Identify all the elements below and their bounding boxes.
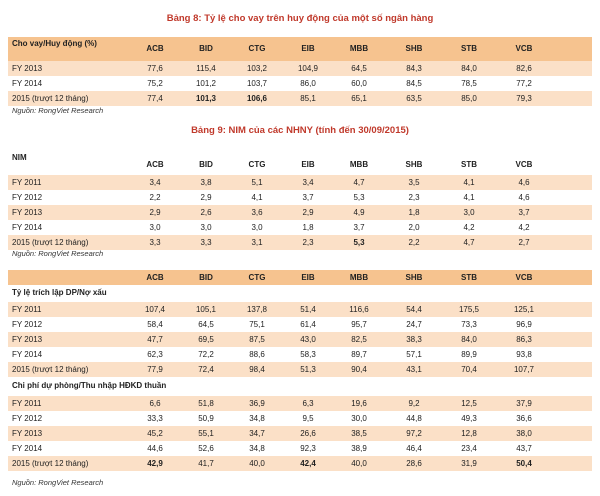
table-cell: 82,5	[351, 335, 367, 344]
table-cell: 4,2	[518, 223, 530, 232]
table-cell: 51,3	[300, 365, 316, 374]
row-label: FY 2014	[12, 444, 43, 453]
header-label: NIM	[12, 153, 27, 162]
table-cell: 57,1	[406, 350, 422, 359]
table-cell: 33,3	[147, 414, 163, 423]
table-cell: 101,3	[195, 94, 217, 103]
table-cell: 89,7	[351, 350, 367, 359]
column-header-shb: SHB	[405, 273, 423, 282]
table-cell: 3,4	[149, 178, 161, 187]
column-header-mbb: MBB	[349, 44, 369, 53]
table-cell: 107,7	[513, 365, 535, 374]
table9-source: Nguồn: RongViet Research	[12, 249, 104, 258]
table-cell: 2,6	[200, 208, 212, 217]
table-cell: 75,2	[147, 79, 163, 88]
table-cell: 84,0	[461, 335, 477, 344]
column-header-shb: SHB	[405, 160, 423, 169]
column-header-mbb: MBB	[349, 160, 369, 169]
row-label: 2015 (trượt 12 tháng)	[12, 94, 89, 103]
row-label: FY 2014	[12, 79, 43, 88]
table-cell: 4,9	[353, 208, 365, 217]
table-cell: 44,8	[406, 414, 422, 423]
column-header-ctg: CTG	[248, 44, 266, 53]
table-cell: 31,9	[461, 459, 477, 468]
table-cell: 52,6	[198, 444, 214, 453]
table-row	[8, 175, 592, 190]
table-cell: 137,8	[246, 305, 268, 314]
table-cell: 43,7	[516, 444, 532, 453]
table-cell: 50,9	[198, 414, 214, 423]
table-cell: 3,3	[200, 238, 212, 247]
table-cell: 58,4	[147, 320, 163, 329]
table-row	[8, 61, 592, 76]
table-cell: 3,1	[251, 238, 263, 247]
table-row	[8, 220, 592, 235]
table-row	[8, 347, 592, 362]
table-row	[8, 205, 592, 220]
table-cell: 2,3	[408, 193, 420, 202]
table-cell: 36,6	[516, 414, 532, 423]
column-header-bid: BID	[199, 160, 213, 169]
table-cell: 43,0	[300, 335, 316, 344]
table-cell: 51,4	[300, 305, 316, 314]
table-cell: 85,1	[300, 94, 316, 103]
table-cell: 175,5	[458, 305, 480, 314]
table-row	[8, 362, 592, 377]
table-row	[8, 332, 592, 347]
column-header-bid: BID	[199, 44, 213, 53]
table-cell: 5,1	[251, 178, 263, 187]
table-cell: 40,0	[249, 459, 265, 468]
table-cell: 3,0	[251, 223, 263, 232]
table-cell: 2,2	[149, 193, 161, 202]
table-cell: 42,9	[147, 459, 163, 468]
table-cell: 41,7	[198, 459, 214, 468]
table-cell: 3,4	[302, 178, 314, 187]
table-cell: 37,9	[516, 399, 532, 408]
section-label-provision-cost: Chi phí dự phòng/Thu nhập HĐKD thuần	[12, 381, 167, 390]
table-cell: 55,1	[198, 429, 214, 438]
column-header-eib: EIB	[301, 273, 315, 282]
table-cell: 2,9	[149, 208, 161, 217]
table-header-row	[8, 148, 592, 172]
table-cell: 40,0	[351, 459, 367, 468]
column-header-acb: ACB	[146, 273, 164, 282]
table-cell: 73,3	[461, 320, 477, 329]
table-cell: 43,1	[406, 365, 422, 374]
table-cell: 84,0	[461, 64, 477, 73]
table-cell: 38,5	[351, 429, 367, 438]
table-cell: 65,1	[351, 94, 367, 103]
table8-source: Nguồn: RongViet Research	[12, 106, 104, 115]
table-cell: 3,3	[149, 238, 161, 247]
column-header-acb: ACB	[146, 44, 164, 53]
table-cell: 2,7	[518, 238, 530, 247]
table-cell: 4,7	[353, 178, 365, 187]
table-cell: 6,6	[149, 399, 161, 408]
table-cell: 70,4	[461, 365, 477, 374]
table-cell: 107,4	[144, 305, 166, 314]
table-cell: 77,6	[147, 64, 163, 73]
table-cell: 92,3	[300, 444, 316, 453]
table-cell: 86,3	[516, 335, 532, 344]
row-label: FY 2013	[12, 335, 43, 344]
row-label: FY 2011	[12, 178, 42, 187]
table-cell: 58,3	[300, 350, 316, 359]
table-cell: 2,3	[302, 238, 314, 247]
table-cell: 86,0	[300, 79, 316, 88]
table-cell: 47,7	[147, 335, 163, 344]
table-row	[8, 456, 592, 471]
row-label: 2015 (trượt 12 tháng)	[12, 365, 89, 374]
table-row	[8, 411, 592, 426]
table-row	[8, 190, 592, 205]
table-cell: 44,6	[147, 444, 163, 453]
table-cell: 4,6	[518, 193, 530, 202]
column-header-eib: EIB	[301, 160, 315, 169]
table-cell: 4,1	[463, 178, 475, 187]
table-header-row	[8, 37, 592, 61]
table-cell: 4,1	[463, 193, 475, 202]
row-label: FY 2011	[12, 305, 42, 314]
table-row	[8, 426, 592, 441]
table-cell: 34,7	[249, 429, 265, 438]
table-cell: 3,0	[200, 223, 212, 232]
column-header-eib: EIB	[301, 44, 315, 53]
table-cell: 90,4	[351, 365, 367, 374]
table-cell: 89,9	[461, 350, 477, 359]
table-cell: 84,5	[406, 79, 422, 88]
table-cell: 79,3	[516, 94, 532, 103]
table-cell: 2,0	[408, 223, 420, 232]
table-cell: 64,5	[351, 64, 367, 73]
table-cell: 36,9	[249, 399, 265, 408]
table-cell: 49,3	[461, 414, 477, 423]
table8-title: Bảng 8: Tỷ lệ cho vay trên huy động của một số ngân hàng	[166, 13, 434, 24]
table-cell: 93,8	[516, 350, 532, 359]
table-cell: 38,0	[516, 429, 532, 438]
table-row	[8, 302, 592, 317]
row-label: FY 2014	[12, 350, 43, 359]
section-label-provision-ratio: Tỷ lệ trích lập DP/Nợ xấu	[12, 288, 107, 297]
column-header-bid: BID	[199, 273, 213, 282]
table-cell: 98,4	[249, 365, 265, 374]
table-cell: 38,9	[351, 444, 367, 453]
table-cell: 42,4	[300, 459, 316, 468]
table-cell: 85,0	[461, 94, 477, 103]
table-cell: 77,2	[516, 79, 532, 88]
table-cell: 101,2	[195, 79, 217, 88]
table-cell: 84,3	[406, 64, 422, 73]
table-cell: 5,3	[353, 193, 365, 202]
table-cell: 38,3	[406, 335, 422, 344]
table-cell: 62,3	[147, 350, 163, 359]
table10-source: Nguồn: RongViet Research	[12, 478, 104, 487]
table-row	[8, 76, 592, 91]
table-cell: 106,6	[246, 94, 268, 103]
table-cell: 4,7	[463, 238, 475, 247]
table-cell: 77,9	[147, 365, 163, 374]
column-header-mbb: MBB	[349, 273, 369, 282]
table-cell: 3,5	[408, 178, 420, 187]
table-row	[8, 441, 592, 456]
table-cell: 26,6	[300, 429, 316, 438]
table-cell: 3,7	[302, 193, 314, 202]
table-cell: 3,6	[251, 208, 263, 217]
column-header-vcb: VCB	[515, 273, 533, 282]
row-label: FY 2014	[12, 223, 43, 232]
table-cell: 24,7	[406, 320, 422, 329]
table-cell: 64,5	[198, 320, 214, 329]
column-header-shb: SHB	[405, 44, 423, 53]
table-row	[8, 396, 592, 411]
table-cell: 45,2	[147, 429, 163, 438]
table-cell: 23,4	[461, 444, 477, 453]
table-cell: 72,2	[198, 350, 214, 359]
table-cell: 1,8	[302, 223, 314, 232]
column-header-stb: STB	[461, 273, 477, 282]
table-cell: 3,7	[353, 223, 365, 232]
table-cell: 3,0	[149, 223, 161, 232]
header-label: Cho vay/Huy động (%)	[12, 39, 97, 48]
row-label: FY 2011	[12, 399, 42, 408]
table-cell: 77,4	[147, 94, 163, 103]
table-cell: 50,4	[516, 459, 532, 468]
table-cell: 4,6	[518, 178, 530, 187]
table-cell: 105,1	[195, 305, 217, 314]
table-cell: 61,4	[300, 320, 316, 329]
column-header-ctg: CTG	[248, 160, 266, 169]
table-cell: 5,3	[353, 238, 365, 247]
column-header-stb: STB	[461, 160, 477, 169]
table-cell: 63,5	[406, 94, 422, 103]
table-cell: 103,2	[246, 64, 268, 73]
table-cell: 3,8	[200, 178, 212, 187]
column-header-acb: ACB	[146, 160, 164, 169]
table-cell: 87,5	[249, 335, 265, 344]
column-header-ctg: CTG	[248, 273, 266, 282]
table-cell: 125,1	[513, 305, 535, 314]
table-cell: 34,8	[249, 444, 265, 453]
table-cell: 72,4	[198, 365, 214, 374]
table-cell: 34,8	[249, 414, 265, 423]
row-label: FY 2013	[12, 429, 43, 438]
table-cell: 97,2	[406, 429, 422, 438]
table-cell: 2,2	[408, 238, 420, 247]
table-cell: 69,5	[198, 335, 214, 344]
row-label: FY 2013	[12, 208, 43, 217]
table-cell: 88,6	[249, 350, 265, 359]
table-cell: 51,8	[198, 399, 214, 408]
table-cell: 6,3	[302, 399, 314, 408]
row-label: FY 2012	[12, 320, 43, 329]
table-cell: 116,6	[349, 305, 369, 314]
table-cell: 12,8	[461, 429, 477, 438]
table-cell: 4,2	[463, 223, 475, 232]
table-cell: 30,0	[351, 414, 367, 423]
table-cell: 96,9	[516, 320, 532, 329]
table-cell: 2,9	[200, 193, 212, 202]
column-header-vcb: VCB	[515, 44, 533, 53]
table-cell: 28,6	[406, 459, 422, 468]
row-label: FY 2013	[12, 64, 43, 73]
row-label: 2015 (trượt 12 tháng)	[12, 459, 89, 468]
table-cell: 12,5	[461, 399, 477, 408]
table-cell: 75,1	[249, 320, 265, 329]
table-cell: 2,9	[302, 208, 314, 217]
table-cell: 46,4	[406, 444, 422, 453]
column-header-vcb: VCB	[515, 160, 533, 169]
table-cell: 9,5	[302, 414, 314, 423]
table-row	[8, 317, 592, 332]
row-label: FY 2012	[12, 193, 43, 202]
table-cell: 60,0	[351, 79, 367, 88]
table-cell: 1,8	[408, 208, 420, 217]
column-header-stb: STB	[461, 44, 477, 53]
table-cell: 104,9	[297, 64, 319, 73]
table-header-row	[8, 270, 592, 285]
table-cell: 3,7	[518, 208, 530, 217]
table-cell: 9,2	[408, 399, 420, 408]
table-cell: 3,0	[463, 208, 475, 217]
table-cell: 115,4	[196, 64, 216, 73]
table-row	[8, 91, 592, 106]
table-cell: 103,7	[246, 79, 268, 88]
row-label: 2015 (trượt 12 tháng)	[12, 238, 89, 247]
table-row	[8, 235, 592, 250]
table-cell: 54,4	[406, 305, 422, 314]
table-cell: 95,7	[351, 320, 367, 329]
table-cell: 82,6	[516, 64, 532, 73]
row-label: FY 2012	[12, 414, 43, 423]
table-cell: 4,1	[251, 193, 263, 202]
table-cell: 78,5	[461, 79, 477, 88]
table9-title: Bảng 9: NIM của các NHNY (tính đến 30/09/2015)	[191, 125, 409, 136]
table-cell: 19,6	[351, 399, 367, 408]
